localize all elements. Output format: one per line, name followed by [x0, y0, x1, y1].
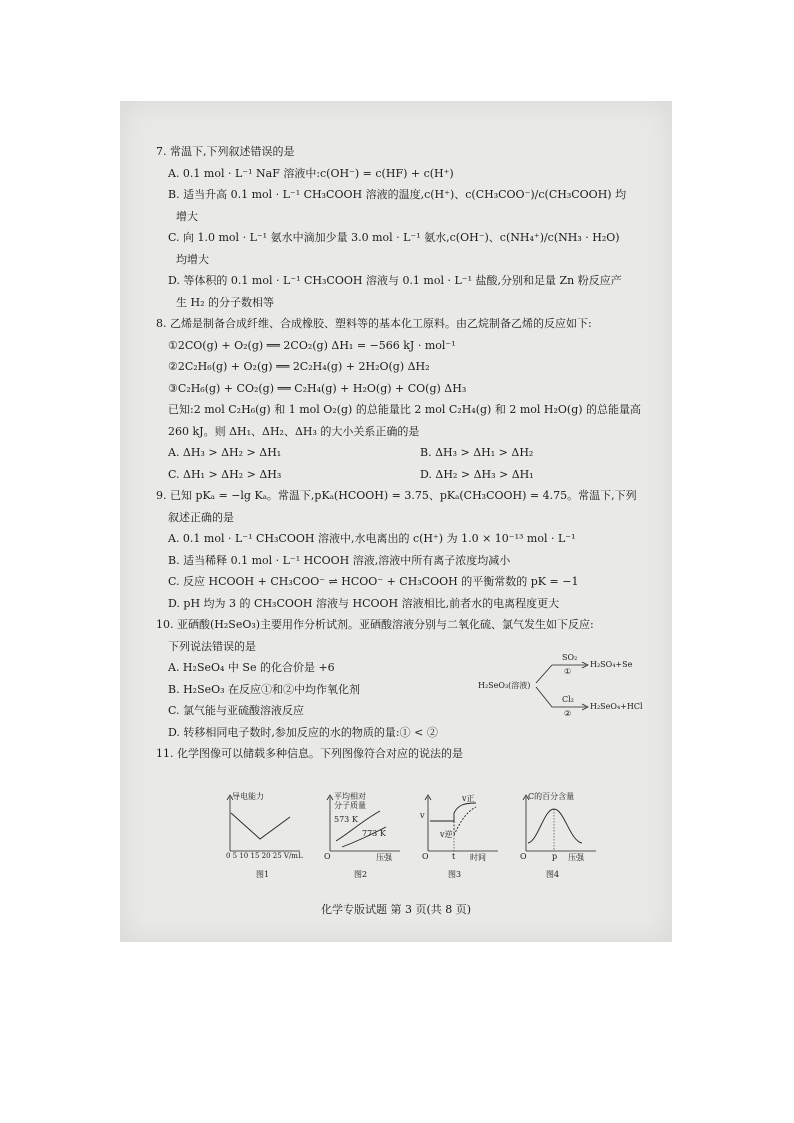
graph-2-ylabel-2: 分子质量 [334, 801, 366, 810]
q10-option-a: A. H₂SeO₄ 中 Se 的化合价是 +6 [168, 661, 335, 674]
q8-option-a: A. ΔH₃ > ΔH₂ > ΔH₁ [168, 446, 282, 459]
scheme-bottom-product: H₂SeO₄+HCl [590, 702, 643, 711]
q10-option-d: D. 转移相同电子数时,参加反应的水的物质的量:① < ② [168, 725, 438, 739]
graph-3-ylabel: v [420, 811, 425, 820]
graph-3-v-forward: v正 [462, 794, 475, 803]
graph-3-curve-forward [430, 803, 476, 821]
graph-4-caption: 图4 [546, 870, 560, 879]
graph-4-tick-p: p [552, 852, 558, 861]
graph-2-caption: 图2 [354, 870, 368, 879]
q10-stem: 10. 亚硒酸(H₂SeO₃)主要用作分析试剂。亚硒酸溶液分别与二氧化硫、氯气发生如下反应: [156, 618, 594, 631]
q7-option-d: D. 等体积的 0.1 mol · L⁻¹ CH₃COOH 溶液与 0.1 mol · L⁻¹ 盐酸,分别和足量 Zn 粉反应产 [168, 274, 622, 287]
q7-option-b: B. 适当升高 0.1 mol · L⁻¹ CH₃COOH 溶液的温度,c(H⁺)、c(CH₃COO⁻)/c(CH₃COOH) 均 [168, 188, 627, 201]
graph-3 [420, 791, 500, 881]
q7-option-d-cont: 生 H₂ 的分子数相等 [176, 295, 274, 309]
q10-option-b: B. H₂SeO₃ 在反应①和②中均作氧化剂 [168, 682, 361, 696]
q9-stem: 9. 已知 pKₐ = −lg Kₐ。常温下,pKₐ(HCOOH) = 3.75、pKₐ(CH₃COOH) = 4.75。常温下,下列 [156, 489, 637, 502]
q11-graphs [224, 791, 624, 881]
graph-2-label-573k: 573 K [334, 815, 358, 824]
q7-option-a: A. 0.1 mol · L⁻¹ NaF 溶液中:c(OH⁻) = c(HF) + c(H⁺) [168, 166, 454, 180]
q7-stem: 7. 常温下,下列叙述错误的是 [156, 145, 295, 158]
graph-1-curve [231, 813, 290, 839]
graph-2-origin: O [324, 852, 331, 861]
graph-1-xticks: 0 5 10 15 20 25 V/mL [226, 852, 303, 860]
graph-4-ylabel: C的百分含量 [528, 792, 575, 801]
graph-2-label-773k: 773 K [362, 829, 386, 838]
graph-1 [224, 791, 304, 881]
graph-3-caption: 图3 [448, 870, 462, 879]
graph-2-xlabel: 压强 [376, 853, 392, 862]
graph-3-tick-t: t [452, 852, 456, 861]
q9-option-b: B. 适当稀释 0.1 mol · L⁻¹ HCOOH 溶液,溶液中所有离子浓度均减小 [168, 553, 511, 567]
q8-stem: 8. 乙烯是制备合成纤维、合成橡胶、塑料等的基本化工原料。由乙烷制备乙烯的反应如下: [156, 317, 592, 330]
scheme-top-reagent: SO₂ [562, 653, 578, 662]
q8-options-cd [156, 464, 656, 486]
scheme-reactant: H₂SeO₃(溶液) [478, 681, 531, 690]
q9-option-c: C. 反应 HCOOH + CH₃COO⁻ ⇌ HCOO⁻ + CH₃COOH 的平衡常数的 pK = −1 [168, 575, 579, 588]
graph-3-curve-reverse [454, 807, 476, 835]
graph-3-origin: O [422, 852, 429, 861]
q8-reaction-2: ②2C₂H₆(g) + O₂(g) ══ 2C₂H₄(g) + 2H₂O(g) ΔH₂ [168, 360, 430, 373]
q8-option-d: D. ΔH₂ > ΔH₃ > ΔH₁ [420, 467, 534, 481]
scheme-top-num: ① [564, 667, 572, 676]
graph-2-ylabel-1: 平均相对 [334, 792, 366, 801]
q8-known-cont: 260 kJ。则 ΔH₁、ΔH₂、ΔH₃ 的大小关系正确的是 [168, 424, 420, 438]
q10-option-c: C. 氯气能与亚硫酸溶液反应 [168, 704, 305, 717]
graph-4-plot [518, 791, 598, 871]
graph-4 [518, 791, 598, 881]
q8-option-c: C. ΔH₁ > ΔH₂ > ΔH₃ [168, 467, 282, 481]
q7-option-b-cont: 增大 [176, 209, 198, 223]
graph-4-curve [528, 809, 582, 843]
graph-4-xlabel: 压强 [568, 853, 584, 862]
page-footer: 化学专版试题 第 3 页(共 8 页) [320, 903, 472, 916]
exam-page [120, 101, 672, 942]
q9-option-a: A. 0.1 mol · L⁻¹ CH₃COOH 溶液中,水电离出的 c(H⁺) 为 1.0 × 10⁻¹³ mol · L⁻¹ [168, 532, 576, 545]
graph-4-origin: O [520, 852, 527, 861]
graph-3-xlabel: 时间 [470, 853, 486, 862]
q7-option-c: C. 向 1.0 mol · L⁻¹ 氨水中滴加少量 3.0 mol · L⁻¹ 氨水,c(OH⁻)、c(NH₄⁺)/c(NH₃ · H₂O) [168, 231, 620, 244]
q8-option-b: B. ΔH₃ > ΔH₁ > ΔH₂ [420, 446, 534, 459]
graph-1-caption: 图1 [256, 870, 270, 879]
q8-reaction-1: ①2CO(g) + O₂(g) ══ 2CO₂(g) ΔH₁ = −566 kJ · mol⁻¹ [168, 338, 456, 352]
q11-stem: 11. 化学图像可以储载多种信息。下列图像符合对应的说法的是 [156, 747, 463, 760]
q10-sub: 下列说法错误的是 [168, 639, 256, 653]
graph-2 [322, 791, 402, 881]
graph-1-ylabel: 导电能力 [232, 792, 264, 801]
q9-stem-cont: 叙述正确的是 [168, 510, 234, 524]
scheme-top-product: H₂SO₄+Se [590, 660, 633, 669]
q8-known: 已知:2 mol C₂H₆(g) 和 1 mol O₂(g) 的总能量比 2 mol C₂H₄(g) 和 2 mol H₂O(g) 的总能量高 [168, 403, 642, 416]
graph-3-plot [420, 791, 500, 871]
scheme-bottom-num: ② [564, 709, 572, 718]
q8-options-ab [156, 442, 656, 464]
q9-option-d: D. pH 均为 3 的 CH₃COOH 溶液与 HCOOH 溶液相比,前者水的电离程度更大 [168, 596, 560, 610]
graph-3-v-reverse: v逆 [440, 830, 453, 839]
q8-reaction-3: ③C₂H₆(g) + CO₂(g) ══ C₂H₄(g) + H₂O(g) + CO(g) ΔH₃ [168, 381, 467, 395]
q10-reaction-scheme [478, 649, 648, 721]
scheme-bottom-reagent: Cl₂ [562, 695, 574, 704]
q7-option-c-cont: 均增大 [176, 252, 209, 266]
